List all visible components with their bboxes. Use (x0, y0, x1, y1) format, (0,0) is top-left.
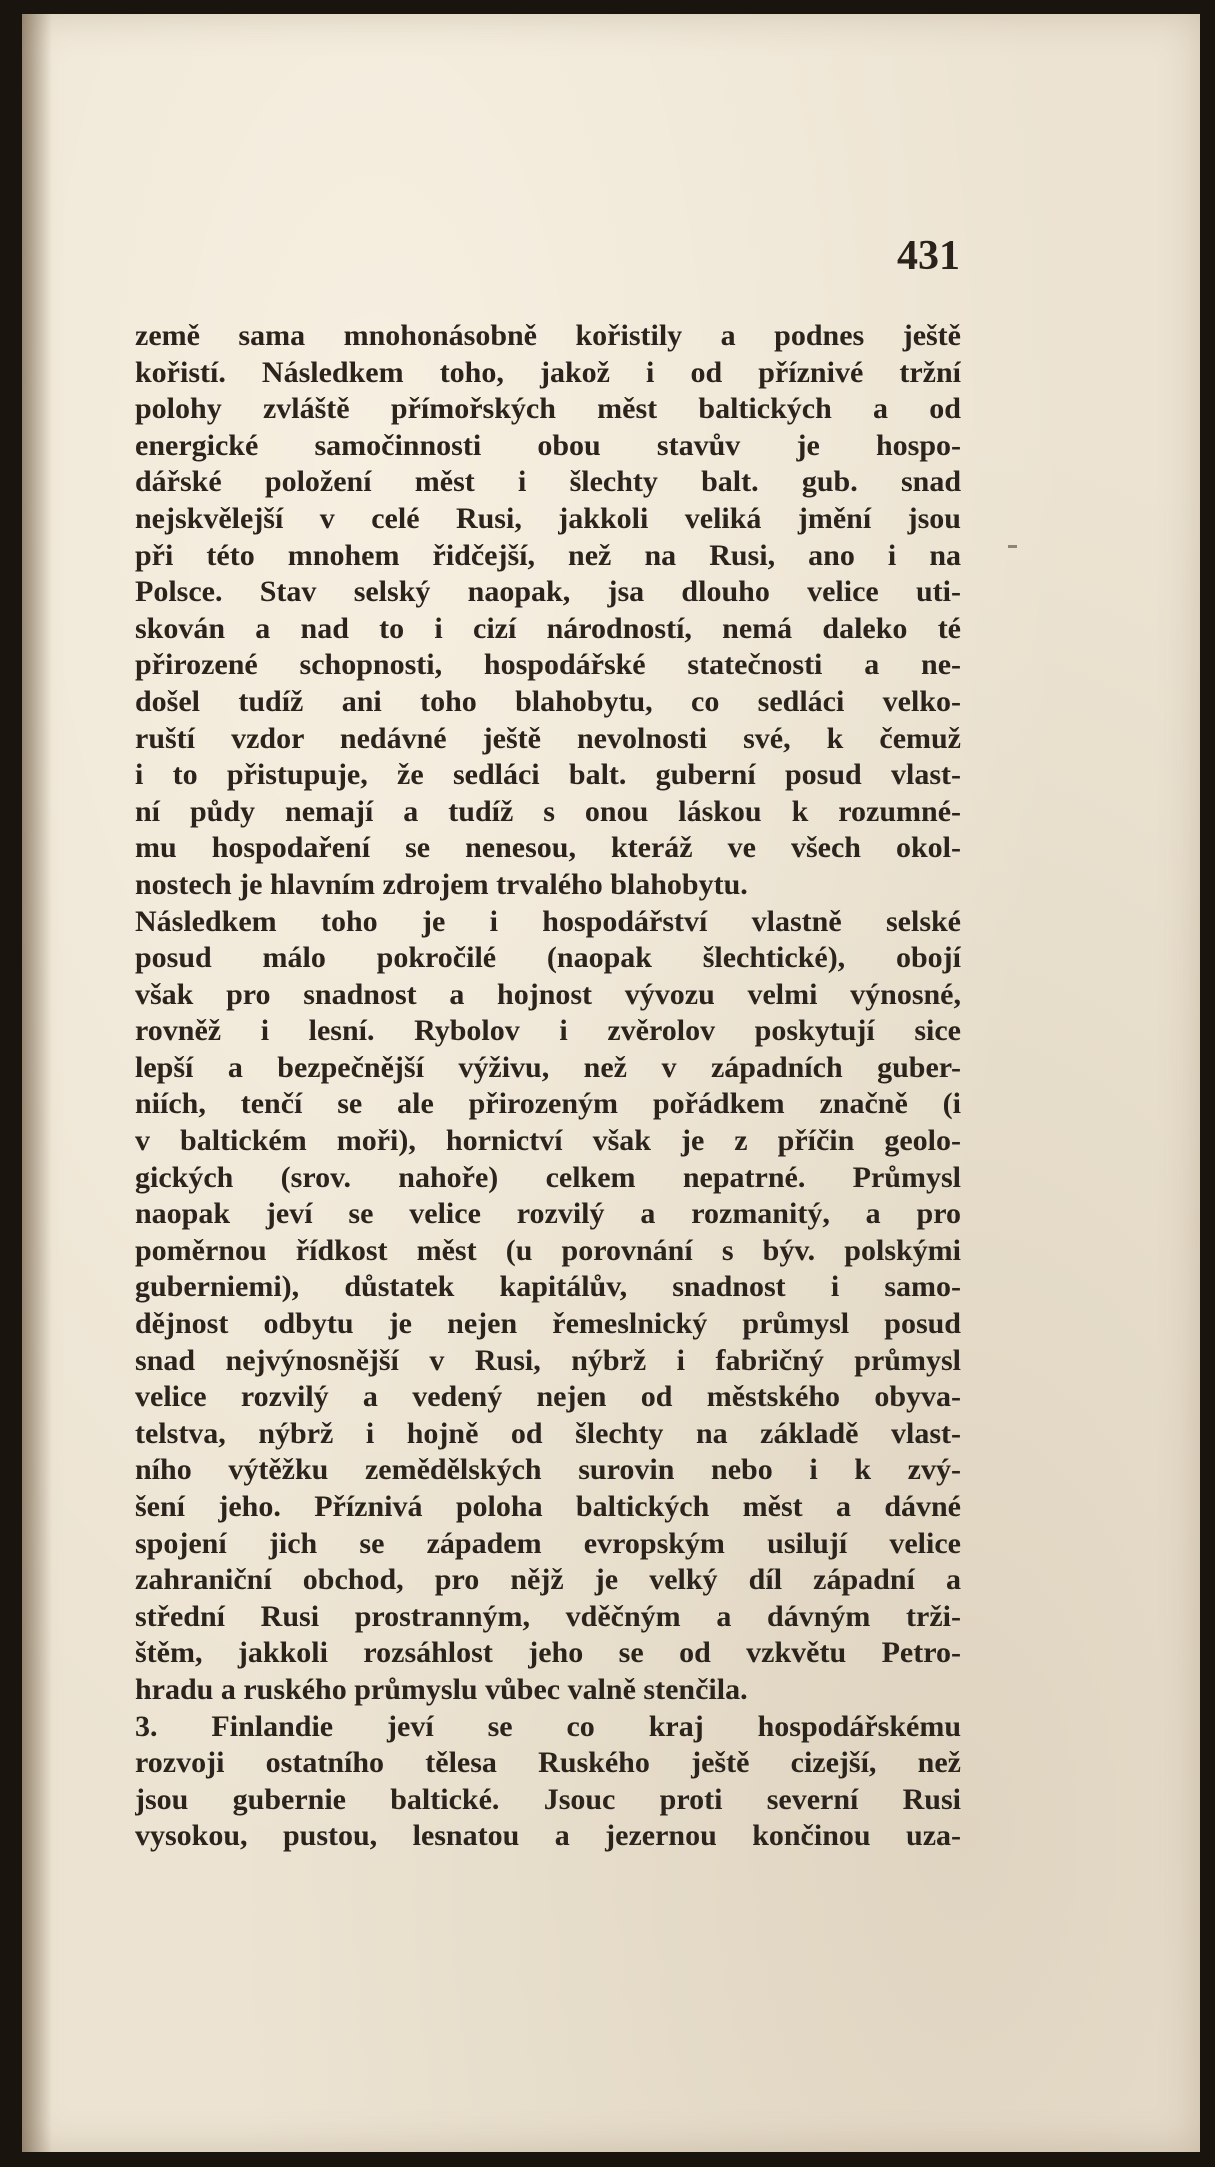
text-line: mu hospodaření se nenesou, kteráž ve všech okol- (135, 831, 961, 865)
text-line: 3. Finlandie jeví se co kraj hospodářskému (135, 1709, 961, 1743)
text-line: posud málo pokročilé (naopak šlechtické), obojí (135, 941, 961, 975)
text-line: skován a nad to i cizí národností, nemá daleko té (135, 611, 961, 645)
text-line: ního výtěžku zemědělských surovin nebo i k zvý- (135, 1453, 961, 1487)
text-line: Následkem toho je i hospodářství vlastně selské (135, 904, 961, 938)
text-line: spojení jich se západem evropským usilují velice (135, 1526, 961, 1560)
text-line: ruští vzdor nedávné ještě nevolnosti své, k čemuž (135, 721, 961, 755)
text-line: štěm, jakkoli rozsáhlost jeho se od vzkvětu Petro- (135, 1636, 961, 1670)
text-line: došel tudíž ani toho blahobytu, co sedláci velko- (135, 684, 961, 718)
text-line: naopak jeví se velice rozvilý a rozmanitý, a pro (135, 1197, 961, 1231)
text-line: hradu a ruského průmyslu vůbec valně stenčila. (135, 1672, 748, 1706)
text-line: telstva, nýbrž i hojně od šlechty na základě vlast- (135, 1416, 961, 1450)
text-line: niích, tenčí se ale přirozeným pořádkem značně (i (135, 1087, 961, 1121)
text-line: lepší a bezpečnější výživu, než v západních guber- (135, 1050, 961, 1084)
text-line: poměrnou řídkost měst (u porovnání s býv. polskými (135, 1233, 961, 1267)
text-line: Polsce. Stav selský naopak, jsa dlouho velice uti- (135, 575, 961, 609)
text-line: i to přistupuje, že sedláci balt. guberní posud vlast- (135, 758, 961, 792)
text-line: však pro snadnost a hojnost vývozu velmi výnosné, (135, 977, 961, 1011)
text-line: rozvoji ostatního tělesa Ruského ještě cizejší, než (135, 1746, 961, 1780)
margin-mark (1008, 545, 1017, 548)
text-line: nostech je hlavním zdrojem trvalého blahobytu. (135, 867, 748, 901)
text-line: při této mnohem řidčejší, než na Rusi, ano i na (135, 538, 961, 572)
binding-gutter (22, 14, 52, 2152)
text-line: země sama mnohonásobně kořistily a podnes ještě (135, 319, 961, 352)
text-line: kořistí. Následkem toho, jakož i od příznivé tržní (135, 355, 961, 389)
text-line: polohy zvláště přímořských měst baltických a od (135, 392, 961, 426)
text-line: nejskvělejší v celé Rusi, jakkoli veliká jmění jsou (135, 501, 961, 535)
text-line: snad nejvýnosnější v Rusi, nýbrž i fabričný průmysl (135, 1343, 961, 1377)
text-line: velice rozvilý a vedený nejen od městského obyva- (135, 1380, 961, 1414)
text-line: šení jeho. Příznivá poloha baltických měst a dávné (135, 1490, 961, 1523)
text-line: dějnost odbytu je nejen řemeslnický průmysl posud (135, 1307, 961, 1341)
text-line: střední Rusi prostranným, vděčným a dávným trži- (135, 1599, 961, 1633)
text-line: guberniemi), důstatek kapitálův, snadnost i samo- (135, 1270, 961, 1304)
text-line: energické samočinnosti obou stavův je hospo- (135, 428, 961, 462)
text-line: ní půdy nemají a tudíž s onou láskou k rozumné- (135, 794, 961, 828)
text-line: přirozené schopnosti, hospodářské statečnosti a ne- (135, 648, 961, 682)
text-line: vysokou, pustou, lesnatou a jezernou končinou uza- (135, 1819, 961, 1853)
text-line: dářské položení měst i šlechty balt. gub. snad (135, 465, 961, 499)
text-line: gických (srov. nahoře) celkem nepatrné. Průmysl (135, 1160, 961, 1194)
page-number: 431 (897, 233, 960, 279)
text-line: rovněž i lesní. Rybolov i zvěrolov poskytují sice (135, 1014, 961, 1048)
text-line: jsou gubernie baltické. Jsouc proti severní Rusi (135, 1782, 961, 1816)
text-line: zahraniční obchod, pro nějž je velký díl západní a (135, 1563, 961, 1597)
body-text (135, 318, 961, 1855)
text-line: v baltickém moři), hornictví však je z příčin geolo- (135, 1124, 961, 1158)
